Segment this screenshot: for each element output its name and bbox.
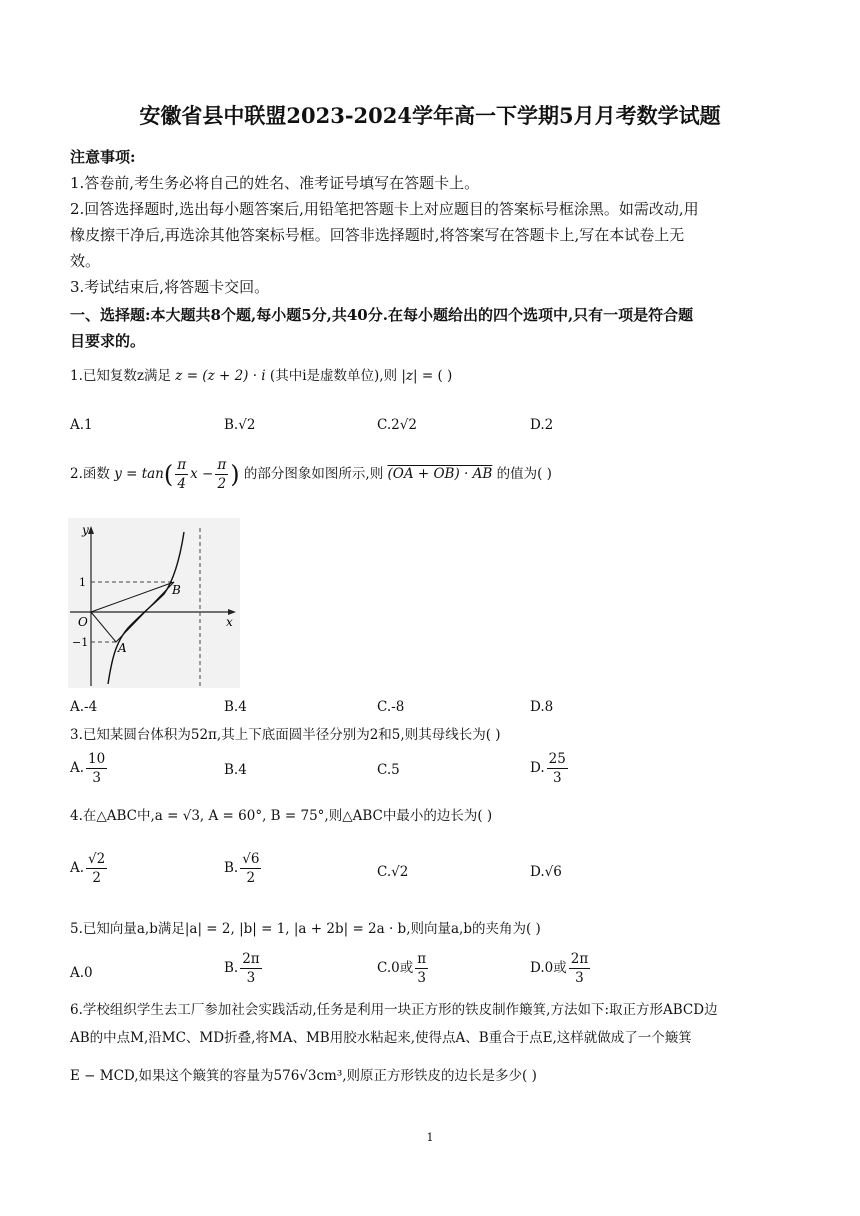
question-5: 5.已知向量a,b满足|a| = 2, |b| = 1, |a + 2b| = 2a · b,则向量a,b的夹角为( ) (70, 921, 541, 937)
notice-item: 3.考试结束后,将答题卡交回。 (70, 278, 270, 296)
q1-ask: |z| = (401, 368, 434, 384)
q3-option-a: A. $\frac{10}{3}$ (70, 751, 106, 786)
section-heading-cont: 目要求的。 (70, 332, 146, 350)
q1-option-a: A.1 (70, 417, 93, 433)
notice-item: 1.答卷前,考生务必将自己的姓名、准考证号填写在答题卡上。 (70, 174, 480, 192)
q2-prefix: 2.函数 (70, 466, 110, 482)
question-6-line1: 6.学校组织学生去工厂参加社会实践活动,任务是利用一块正方形的铁皮制作簸箕,方法如下:取正方形ABCD边 (70, 1002, 718, 1018)
point-b-label: B (172, 583, 181, 597)
q1-formula: z = (z + 2) · i (175, 368, 266, 384)
q4-option-c: C.√2 (377, 864, 409, 880)
y-label: y (82, 523, 89, 537)
q3-option-d: D. $\frac{25}{3}$ (530, 751, 566, 786)
q2-option-d: D.8 (530, 699, 554, 715)
q4-option-b: B. $\frac{√6}{2}$ (224, 851, 260, 886)
q2-var: x − (190, 466, 214, 482)
page-title: 安徽省县中联盟2023-2024学年高一下学期5月月考数学试题 (139, 103, 721, 128)
q1-tail: ( ) (437, 368, 453, 384)
question-6-line2: AB的中点M,沿MC、MD折叠,将MA、MB用胶水粘起来,使得点A、B重合于点E,这样就做成了一个簸箕 (70, 1030, 692, 1046)
q2-frac1: $\frac{\pi}{4}$ (177, 457, 187, 492)
x-label: x (226, 615, 233, 629)
question-2: 2.函数 y = tan( $\frac{\pi}{4}$ x − $\frac{\pi}{2}$ ) 的部分图象如图所示,则 (OA + OB) · AB 的值为( ) (70, 457, 552, 492)
q3-option-b: B.4 (224, 762, 247, 778)
q5-option-c: C.0或 $\frac{\pi}{3}$ (377, 951, 427, 986)
question-1 (70, 366, 452, 386)
page-number: 1 (426, 1131, 434, 1144)
question-3: 3.已知某圆台体积为52π,其上下底面圆半径分别为2和5,则其母线长为( ) (70, 727, 501, 743)
notice-item: 2.回答选择题时,选出每小题答案后,用铅笔把答题卡上对应题目的答案标号框涂黑。如需改动,用 (70, 200, 699, 218)
q1-prefix: 1.已知复数z满足 (70, 368, 171, 384)
q2-frac2: $\frac{\pi}{2}$ (217, 457, 227, 492)
notice-heading: 注意事项: (70, 148, 136, 166)
q5-option-d: D.0或 $\frac{2\pi}{3}$ (530, 951, 589, 986)
question-6-line3: E − MCD,如果这个簸箕的容量为576√3cm³,则原正方形铁皮的边长是多少( ) (70, 1068, 537, 1084)
q2-tail: 的值为( ) (496, 466, 552, 482)
q1-option-b: B.√2 (224, 417, 256, 433)
q2-graph (68, 518, 240, 688)
q2-option-c: C.-8 (377, 699, 405, 715)
q4-option-d: D.√6 (530, 864, 562, 880)
q1-option-c: C.2√2 (377, 417, 417, 433)
origin-label: O (78, 615, 88, 629)
q2-mid: 的部分图象如图所示,则 (243, 466, 384, 482)
q2-func: y = tan (114, 466, 164, 482)
question-4: 4.在△ABC中,a = √3, A = 60°, B = 75°,则△ABC中最小的边长为( ) (70, 808, 493, 824)
notice-item: 效。 (70, 252, 101, 270)
notice-item: 橡皮擦干净后,再选涂其他答案标号框。回答非选择题时,将答案写在答题卡上,写在本试卷上无 (70, 226, 685, 244)
q3-option-c: C.5 (377, 762, 400, 778)
q5-option-b: B. $\frac{2\pi}{3}$ (224, 951, 260, 986)
tick-label-1: 1 (79, 576, 86, 589)
q1-mid: (其中i是虚数单位),则 (269, 368, 398, 384)
q4-option-a: A. $\frac{√2}{2}$ (70, 851, 106, 886)
tick-label-neg1: −1 (72, 636, 89, 649)
q2-option-a: A.-4 (70, 699, 98, 715)
point-a-label: A (118, 641, 127, 655)
q2-option-b: B.4 (224, 699, 247, 715)
q2-vector-expr: (OA + OB) · AB (387, 466, 493, 482)
section-heading: 一、选择题:本大题共8个题,每小题5分,共40分.在每小题给出的四个选项中,只有一项是符合题 (70, 306, 694, 324)
q1-option-d: D.2 (530, 417, 554, 433)
q5-option-a: A.0 (70, 965, 93, 981)
